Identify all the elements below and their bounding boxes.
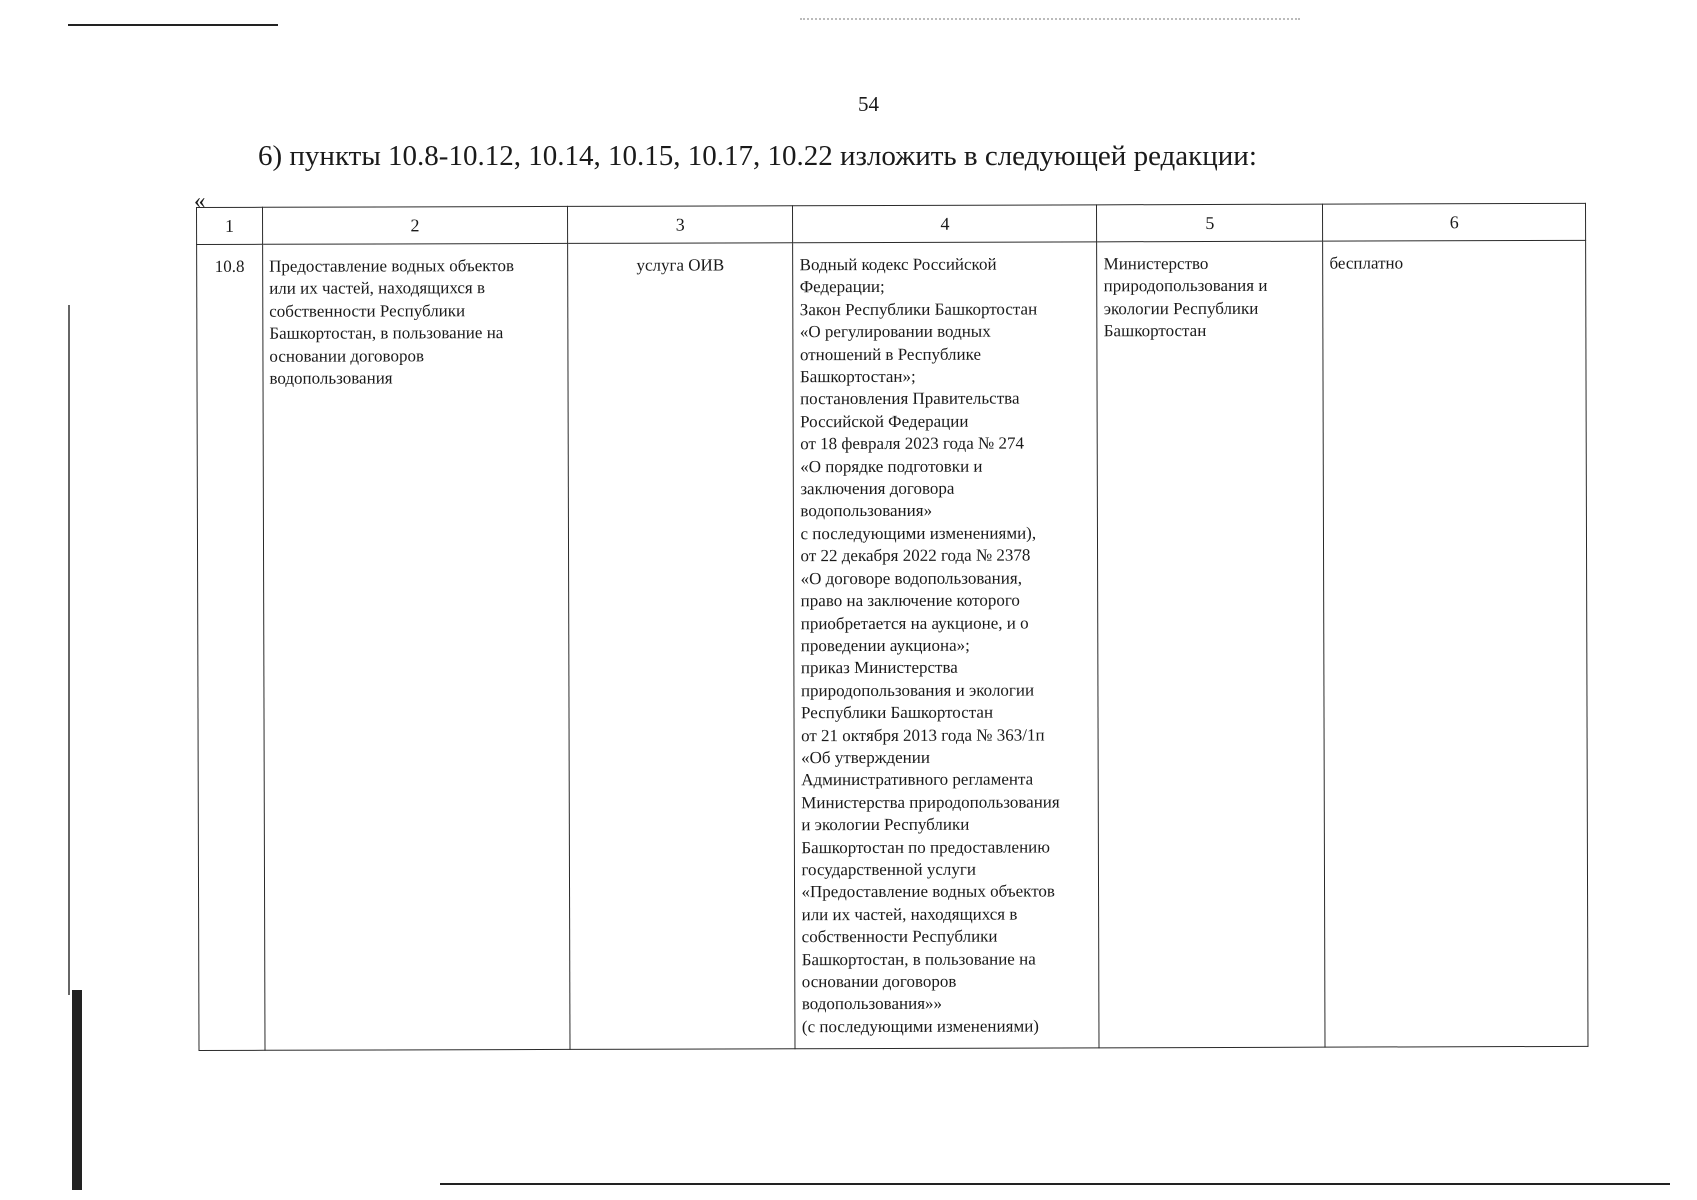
legal-basis-line: Башкортостан, в пользование на — [801, 949, 1036, 969]
legal-basis-line: и экологии Республики — [801, 814, 970, 835]
legal-basis-line: от 18 февраля 2023 года № 274 — [800, 433, 1024, 454]
legal-basis-line: собственности Республики — [801, 926, 998, 947]
legal-basis-line: «О регулировании водных — [799, 321, 991, 342]
column-header-5: 5 — [1097, 204, 1323, 242]
fee-value: бесплатно — [1329, 253, 1404, 273]
legal-basis-line: Закон Республики Башкортостан — [799, 299, 1038, 320]
service-type: услуга ОИВ — [636, 255, 725, 275]
legal-basis-line: право на заключение которого — [800, 590, 1020, 611]
legal-basis-line: от 21 октября 2013 года № 363/1п — [801, 725, 1045, 745]
legal-basis-line: отношений в Республике — [799, 344, 982, 364]
table-row — [197, 240, 1588, 1050]
cell-legal-basis — [793, 242, 1099, 1049]
legal-basis-line: приказ Министерства — [800, 658, 958, 678]
legal-basis-line: Российской Федерации — [800, 411, 969, 432]
authority-line: природопользования и — [1103, 276, 1268, 296]
opening-quote: « — [194, 188, 206, 213]
column-header-4: 4 — [793, 205, 1097, 243]
legal-basis-line: проведении аукциона»; — [800, 635, 970, 656]
service-line: водопользования — [269, 368, 393, 388]
cell-service-type — [567, 243, 795, 1050]
legal-basis-line: Водный кодекс Российской — [799, 254, 997, 275]
legal-basis-line: «Предоставление водных объектов — [801, 881, 1055, 902]
legal-basis-line: «Об утверждении — [801, 747, 930, 768]
legal-basis-line: водопользования» — [800, 501, 933, 521]
legal-basis-line: Республики Башкортостан — [800, 702, 994, 723]
column-header-3: 3 — [567, 206, 793, 244]
service-line: основании договоров — [269, 345, 425, 366]
legal-basis-line: или их частей, находящихся в — [801, 904, 1018, 924]
authority-line: Министерство — [1103, 253, 1209, 274]
service-line: Башкортостан, в пользование на — [269, 323, 504, 344]
legal-basis-line: водопользования»» — [801, 994, 943, 1014]
legal-basis-line: заключения договора — [800, 478, 955, 499]
cell-authority — [1097, 241, 1325, 1048]
amendment-intro: 6) пункты 10.8-10.12, 10.14, 10.15, 10.17, 10.22 изложить в следующей редакции: — [258, 140, 1257, 172]
legal-basis-line: Министерства природопользования — [801, 792, 1060, 812]
service-line: Предоставление водных объектов — [269, 256, 515, 276]
column-header-6: 6 — [1323, 203, 1586, 241]
scan-top-rule — [68, 24, 278, 26]
service-line: или их частей, находящихся в — [269, 278, 486, 299]
scan-left-thin-edge — [68, 305, 70, 995]
legal-basis-line: постановления Правительства — [800, 388, 1020, 409]
authority-line: экологии Республики — [1103, 298, 1259, 319]
authority-line: Башкортостан — [1103, 321, 1207, 341]
page-number: 54 — [858, 92, 879, 116]
legal-basis-line: основании договоров — [801, 971, 957, 992]
legal-basis-line: Административного регламента — [801, 769, 1034, 790]
services-table — [196, 203, 1588, 1051]
legal-basis-line: приобретается на аукционе, и о — [800, 613, 1029, 633]
scan-top-dots — [800, 18, 1300, 22]
legal-basis-line: (с последующими изменениями) — [801, 1016, 1039, 1037]
column-header-2: 2 — [262, 206, 567, 244]
column-header-1: 1 — [197, 207, 263, 244]
legal-basis-line: государственной услуги — [801, 859, 976, 880]
legal-basis-line: с последующими изменениями), — [800, 523, 1037, 544]
legal-basis-line: «О договоре водопользования, — [800, 568, 1022, 588]
cell-item-number — [197, 244, 265, 1050]
scan-bottom-rule — [440, 1183, 1670, 1185]
legal-basis-line: Башкортостан по предоставлению — [801, 837, 1050, 857]
legal-basis-line: Федерации; — [799, 277, 885, 297]
item-number: 10.8 — [214, 256, 245, 276]
cell-fee — [1323, 240, 1588, 1047]
legal-basis-line: Башкортостан»; — [799, 366, 916, 387]
table-header-row — [197, 203, 1586, 244]
cell-service-name — [263, 243, 570, 1050]
scan-left-edge — [72, 990, 82, 1190]
legal-basis-line: природопользования и экологии — [800, 680, 1035, 700]
legal-basis-line: «О порядке подготовки и — [800, 456, 983, 476]
legal-basis-line: от 22 декабря 2022 года № 2378 — [800, 545, 1031, 566]
service-line: собственности Республики — [269, 301, 466, 321]
